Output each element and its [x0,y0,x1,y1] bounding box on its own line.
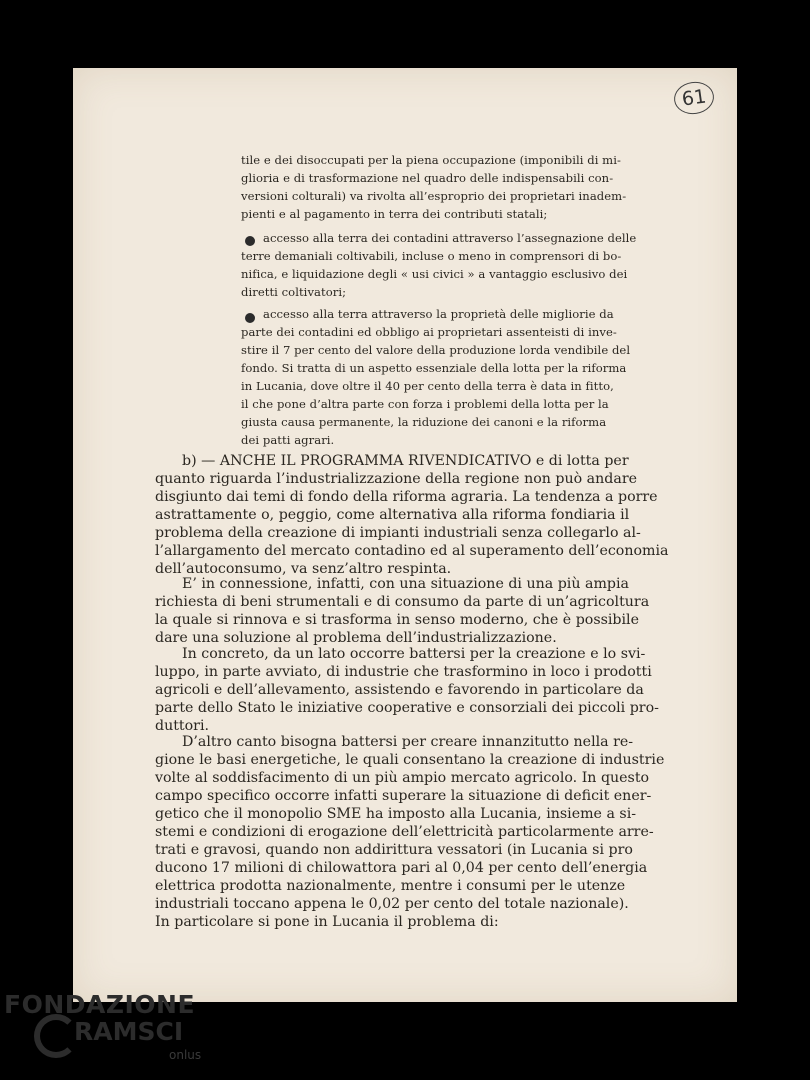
text-line: gione le basi energetiche, le quali consentano la creazione di industrie [155,752,665,768]
text-line: b) — ANCHE IL PROGRAMMA RIVENDICATIVO e di lotta per [182,453,629,469]
text-line: In particolare si pone in Lucania il problema di: [155,914,499,930]
text-line: pienti e al pagamento in terra dei contributi statali; [241,207,548,221]
text-line: accesso alla terra dei contadini attraverso l’assegnazione delle [263,231,637,245]
text-line: terre demaniali coltivabili, incluse o meno in comprensori di bo- [241,249,622,263]
text-line: In concreto, da un lato occorre battersi per la creazione e lo svi- [182,646,646,662]
text-line: in Lucania, dove oltre il 40 per cento della terra è data in fitto, [241,379,614,393]
text-line: E’ in connessione, infatti, con una situazione di una più ampia [182,576,629,592]
text-line: stire il 7 per cento del valore della produzione lorda vendibile del [241,343,631,357]
text-line: glioria e di trasformazione nel quadro delle indispensabili con- [241,171,614,185]
text-line: duttori. [155,718,209,734]
document-page [73,68,737,1002]
text-line: richiesta di beni strumentali e di consumo da parte di un’agricoltura [155,594,650,610]
text-line: parte dei contadini ed obbligo ai proprietari assenteisti di inve- [241,325,617,339]
text-line: dell’autoconsumo, va senz’altro respinta. [155,561,452,577]
text-line: D’altro canto bisogna battersi per creare innanzitutto nella re- [182,734,634,750]
text-line: ducono 17 milioni di chilowattora pari al 0,04 per cento dell’energia [155,860,648,876]
page-number: 61 [672,79,716,116]
text-line: volte al soddisfacimento di un più ampio mercato agricolo. In questo [155,770,650,786]
text-line: parte dello Stato le iniziative cooperative e consorziali dei piccoli pro- [155,700,659,716]
text-line: getico che il monopolio SME ha imposto alla Lucania, insieme a si- [155,806,637,822]
text-line: problema della creazione di impianti industriali senza collegarlo al- [155,525,641,541]
text-line: trati e gravosi, quando non addirittura vessatori (in Lucania si pro [155,842,633,858]
bullet-icon [245,313,255,323]
text-line: stemi e condizioni di erogazione dell’elettricità particolarmente arre- [155,824,654,840]
text-line: disgiunto dai temi di fondo della riforma agraria. La tendenza a porre [155,489,658,505]
text-line: astrattamente o, peggio, come alternativa alla riforma fondiaria il [155,507,630,523]
text-line: dare una soluzione al problema dell’industrializzazione. [155,630,557,646]
text-line: versioni colturali) va rivolta all’esproprio dei proprietari inadem- [241,189,627,203]
text-line: il che pone d’altra parte con forza i problemi della lotta per la [241,397,609,411]
text-line: fondo. Si tratta di un aspetto essenziale della lotta per la riforma [241,361,627,375]
text-line: la quale si rinnova e si trasforma in senso moderno, che è possibile [155,612,639,628]
text-line: quanto riguarda l’industrializzazione della regione non può andare [155,471,637,487]
text-line: l’allargamento del mercato contadino ed al superamento dell’economia [155,543,669,559]
text-line: dei patti agrari. [241,433,335,447]
logo-onlus: onlus [169,1048,202,1062]
text-line: luppo, in parte avviato, di industrie che trasformino in loco i prodotti [155,664,652,680]
bullet-icon [245,236,255,246]
text-line: industriali toccano appena le 0,02 per cento del totale nazionale). [155,896,629,912]
text-line: agricoli e dell’allevamento, assistendo e favorendo in particolare da [155,682,644,698]
logo-line2: RAMSCI [74,1017,184,1046]
text-line: elettrica prodotta nazionalmente, mentre i consumi per le utenze [155,878,626,894]
text-line: tile e dei disoccupati per la piena occupazione (imponibili di mi- [241,153,621,167]
text-line: diretti coltivatori; [241,285,347,299]
logo-g-mark-icon [34,1014,78,1058]
text-line: nifica, e liquidazione degli « usi civici » a vantaggio esclusivo dei [241,267,628,281]
text-line: campo specifico occorre infatti superare la situazione di deficit ener- [155,788,652,804]
logo-line1: FONDAZIONE [4,990,196,1019]
text-line: giusta causa permanente, la riduzione dei canoni e la riforma [241,415,607,429]
text-line: accesso alla terra attraverso la proprietà delle migliorie da [263,307,614,321]
